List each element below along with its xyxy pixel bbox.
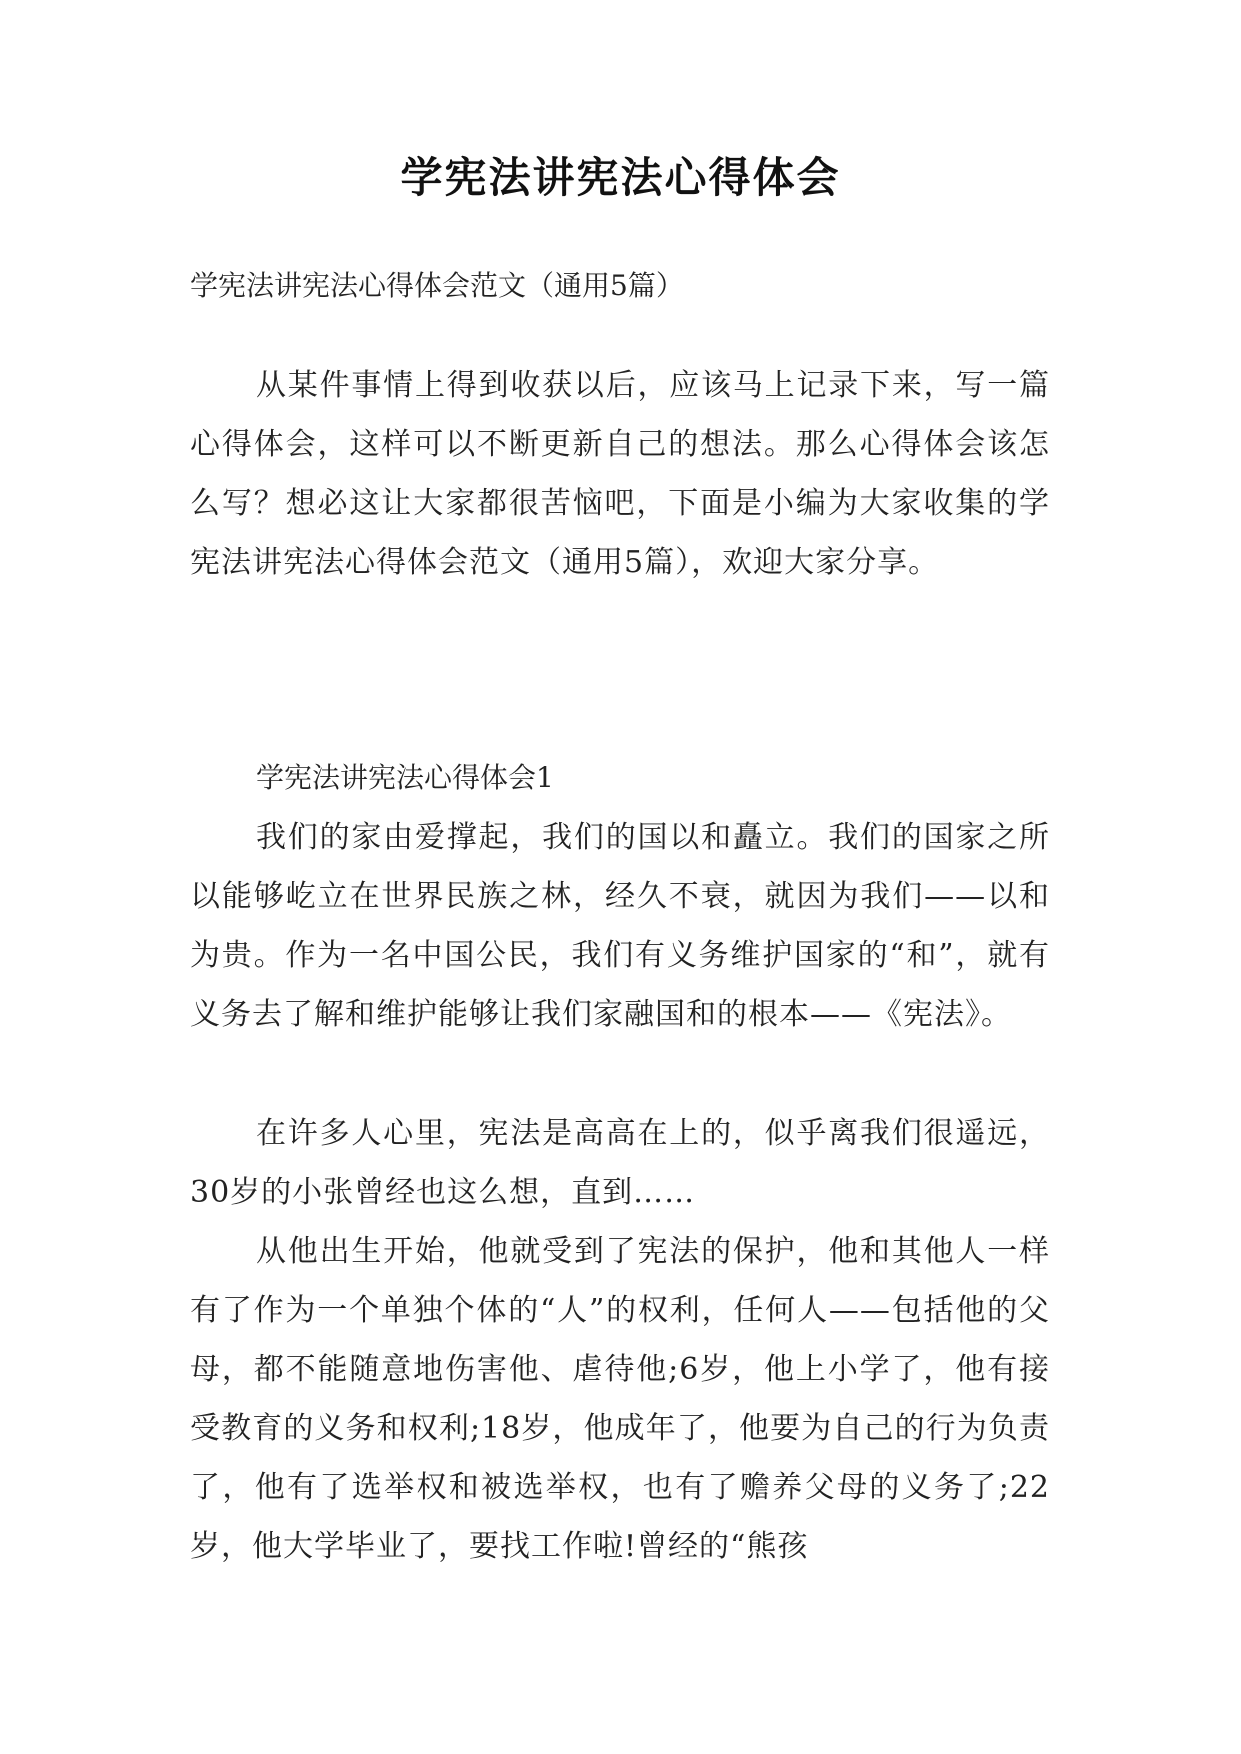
document-subtitle: 学宪法讲宪法心得体会范文（通用5篇） (190, 269, 684, 302)
body-paragraph-3: 从他出生开始，他就受到了宪法的保护，他和其他人一样有了作为一个单独个体的“人”的权利，任何人——包括他的父母，都不能随意地伤害他、虐待他;6岁，他上小学了，他有接受教育的义务和权利;18岁，他成年了，他要为自己的行为负责了，他有了选举权和被选举权，也有了赡养父母的义务了;22岁，他大学毕业了，要找工作啦!曾经的“熊孩 (190, 1234, 1050, 1564)
page-title: 学宪法讲宪法心得体会 (400, 153, 841, 202)
intro-paragraph: 从某件事情上得到收获以后，应该马上记录下来，写一篇心得体会，这样可以不断更新自己的想法。那么心得体会该怎么写？想必这让大家都很苦恼吧，下面是小编为大家收集的学宪法讲宪法心得体会范文（通用5篇），欢迎大家分享。 (190, 368, 1050, 580)
body-paragraph-2: 在许多人心里，宪法是高高在上的，似乎离我们很遥远，30岁的小张曾经也这么想，直到…… (190, 1116, 1050, 1210)
body-paragraph-1: 我们的家由爱撑起，我们的国以和矗立。我们的国家之所以能够屹立在世界民族之林，经久不衰，就因为我们——以和为贵。作为一名中国公民，我们有义务维护国家的“和”，就有义务去了解和维护能够让我们家融国和的根本——《宪法》。 (190, 820, 1050, 1032)
section-heading: 学宪法讲宪法心得体会1 (256, 761, 554, 794)
